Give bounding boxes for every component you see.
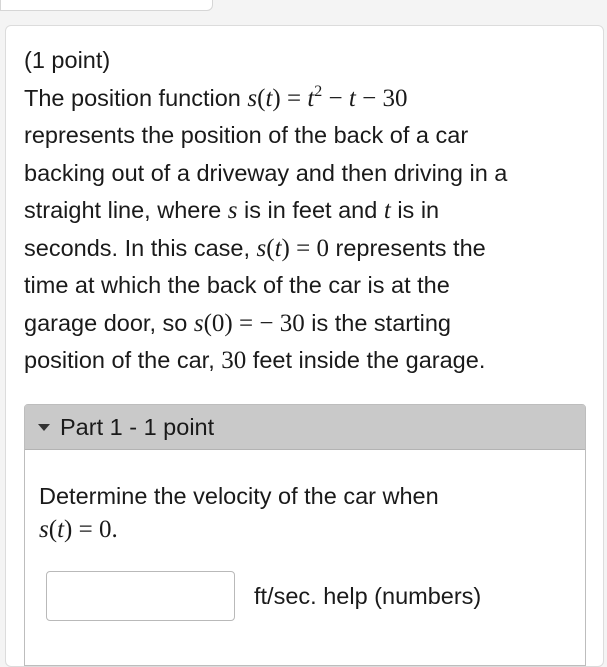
question-condition: s(t) = 0. [39, 516, 118, 543]
problem-line-1: The position function $s(t) = t^2 - t - 30$ [24, 82, 408, 112]
problem-line-7: garage door, so s(0) = − 30 is the starting [24, 309, 451, 337]
velocity-answer-input[interactable] [46, 571, 235, 621]
part-1-panel [24, 404, 586, 666]
part-1-title: Part 1 - 1 point [60, 413, 215, 440]
problem-line-6: time at which the back of the car is at the [24, 272, 450, 298]
help-numbers-link[interactable]: help (numbers) [323, 583, 482, 609]
problem-line-2: represents the position of the back of a car [24, 122, 469, 148]
problem-statement [24, 42, 584, 380]
part-1-question [39, 479, 569, 547]
part-1-header[interactable] [25, 405, 585, 450]
problem-line-5: seconds. In this case, s(t) = 0 represents the [24, 234, 486, 262]
units-label: ft/sec. [254, 583, 317, 609]
problem-line-8: position of the car, 30 feet inside the garage. [24, 347, 486, 374]
points-label: (1 point) [24, 47, 111, 73]
problem-line-4: straight line, where s is in feet and t is in [24, 197, 440, 224]
position-function: $s(t) = t^2 - t - 30$ [247, 82, 408, 112]
problem-line-3: backing out of a driveway and then driving in a [24, 159, 508, 186]
question-line-1: Determine the velocity of the car when [39, 483, 439, 509]
answer-units [254, 583, 481, 610]
collapse-caret-icon[interactable] [38, 424, 50, 431]
previous-panel-edge [0, 0, 213, 11]
